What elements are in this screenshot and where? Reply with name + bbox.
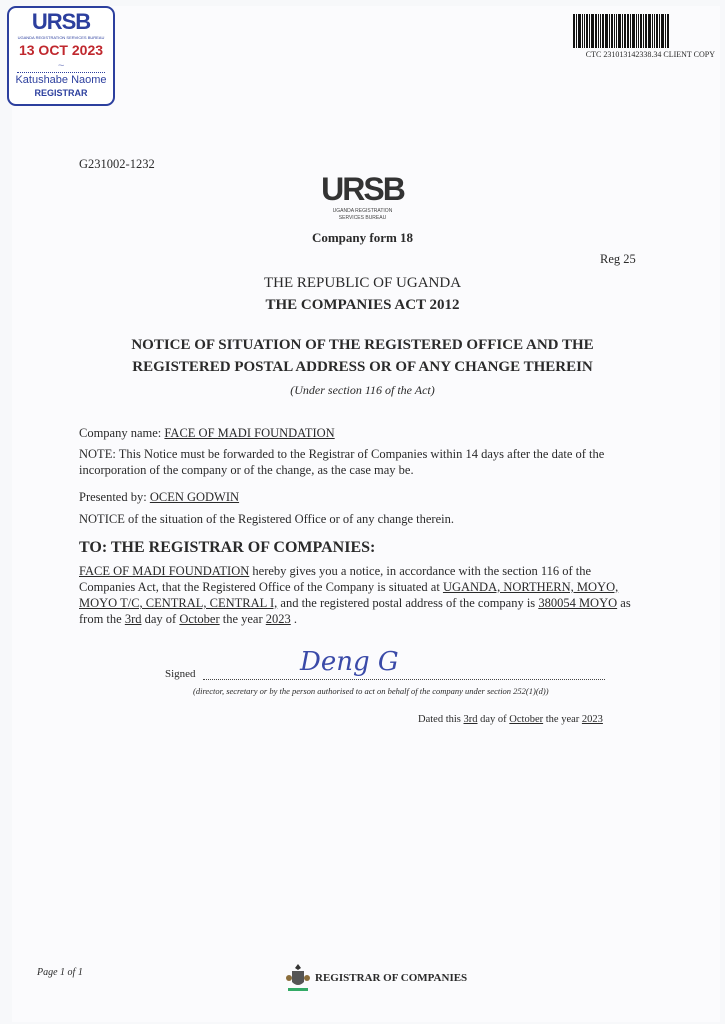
footer-registrar: REGISTRAR OF COMPANIES <box>315 972 468 984</box>
signed-label: Signed <box>165 668 196 680</box>
barcode-bar <box>640 14 642 48</box>
registrar-stamp <box>7 6 115 106</box>
body-text: hereby gives you a notice, in accordance with the section 116 of the Companies Act, that the Registered Office of the Company is situated at <box>79 564 592 594</box>
body-text: . <box>290 612 298 626</box>
stamp-logo-sub: UGANDA REGISTRATION SERVICES BUREAU <box>17 35 105 40</box>
logo-text: URSB <box>321 171 404 207</box>
barcode-bar <box>665 14 666 48</box>
dated-text: Dated this <box>418 714 464 725</box>
form-label: Company form 18 <box>311 230 414 245</box>
under-section: (Under section 116 of the Act) <box>290 383 435 397</box>
dated-text: the year <box>543 714 582 725</box>
body-address: UGANDA, NORTHERN, MOYO, MOYO T/C, CENTRAL, CENTRAL I, <box>79 580 619 610</box>
dated-month: October <box>509 714 544 725</box>
barcode-bar <box>600 14 601 48</box>
barcode-bar <box>605 14 608 48</box>
reference-number: G231002-1232 <box>79 157 155 171</box>
barcode-bar <box>573 14 575 48</box>
company-name-value: FACE OF MADI FOUNDATION <box>164 426 335 440</box>
barcode-bar <box>632 14 635 48</box>
barcode-bar <box>578 14 581 48</box>
barcode-bar <box>627 14 629 48</box>
signed-note: (director, secretary or by the person authorised to act on behalf of the company under section 252(1)(d)) <box>193 686 549 696</box>
barcode-bar <box>661 14 664 48</box>
barcode-bar <box>624 14 626 48</box>
signature: Deng G <box>300 647 399 677</box>
reg-label: Reg 25 <box>600 252 636 266</box>
notice-body <box>79 563 644 627</box>
barcode-bar <box>576 14 577 48</box>
barcode-text: CTC 231013142338.34 CLIENT COPY <box>585 50 715 59</box>
stamp-role: REGISTRAR <box>34 88 88 98</box>
dated-day: 3rd <box>463 714 478 725</box>
barcode-bar <box>582 14 583 48</box>
barcode-bar <box>638 14 639 48</box>
barcode-bar <box>622 14 623 48</box>
barcode-bar <box>616 14 617 48</box>
to-heading: TO: THE REGISTRAR OF COMPANIES: <box>79 539 376 556</box>
presented-by-value: OCEN GODWIN <box>149 490 240 504</box>
stamp-name: Katushabe Naome <box>15 74 107 86</box>
body-day: 3rd <box>124 612 142 626</box>
title-line1: NOTICE OF SITUATION OF THE REGISTERED OFFICE AND THE <box>131 337 594 353</box>
dated-year: 2023 <box>581 714 603 725</box>
barcode-bar <box>643 14 644 48</box>
logo-sub2: SERVICES BUREAU <box>338 215 387 221</box>
barcode-bar <box>609 14 610 48</box>
barcode-bar <box>598 14 599 48</box>
body-text: day of <box>141 612 180 626</box>
presented-label: Presented by: <box>79 490 147 504</box>
barcode-bar <box>656 14 658 48</box>
notice-line: NOTICE of the situation of the Registered Office or of any change therein. <box>79 512 454 526</box>
republic-heading: THE REPUBLIC OF UGANDA <box>263 275 462 291</box>
page-number: Page 1 of 1 <box>37 967 83 978</box>
dated-text: day of <box>477 714 510 725</box>
company-name-line <box>79 425 649 441</box>
barcode-bar <box>654 14 655 48</box>
barcode-bar <box>611 14 613 48</box>
body-text: as <box>617 596 631 610</box>
barcode-bar <box>659 14 660 48</box>
body-text: and the registered postal address of the company is <box>277 596 539 610</box>
barcode-bar <box>595 14 597 48</box>
coat-of-arms-icon <box>285 962 311 994</box>
act-heading: THE COMPANIES ACT 2012 <box>265 297 460 313</box>
barcode-bar <box>584 14 585 48</box>
barcode-bar <box>667 14 669 48</box>
barcode-bar <box>589 14 590 48</box>
body-postal: 380054 MOYO <box>538 596 618 610</box>
dated-line <box>418 714 603 725</box>
body-company: FACE OF MADI FOUNDATION <box>79 564 250 578</box>
barcode-bar <box>648 14 651 48</box>
logo-sub1: UGANDA REGISTRATION <box>332 208 393 214</box>
barcode-bar <box>602 14 604 48</box>
body-month: October <box>179 612 220 626</box>
stamp-date: 13 OCT 2023 <box>18 42 104 58</box>
barcode-bar <box>614 14 615 48</box>
stamp-logo: URSB <box>31 9 91 34</box>
company-name-label: Company name: <box>79 426 162 440</box>
barcode-bar <box>630 14 631 48</box>
presented-line <box>79 489 649 505</box>
barcode-bar <box>645 14 647 48</box>
barcode-bar <box>652 14 653 48</box>
body-text: from the <box>79 612 125 626</box>
body-text: the year <box>219 612 266 626</box>
barcode <box>573 14 709 48</box>
barcode-bar <box>618 14 621 48</box>
barcode-bar <box>636 14 637 48</box>
barcode-bar <box>586 14 588 48</box>
ursb-logo <box>0 170 725 222</box>
body-year: 2023 <box>265 612 291 626</box>
title-line2: REGISTERED POSTAL ADDRESS OR OF ANY CHANGE THEREIN <box>132 359 593 375</box>
barcode-bar <box>591 14 594 48</box>
signature-line <box>203 668 605 680</box>
stamp-signature: ~ <box>17 59 105 73</box>
note-text: NOTE: This Notice must be forwarded to the Registrar of Companies within 14 days after the date of the incorporation of the company or of the change, as the case may be. <box>79 447 605 477</box>
